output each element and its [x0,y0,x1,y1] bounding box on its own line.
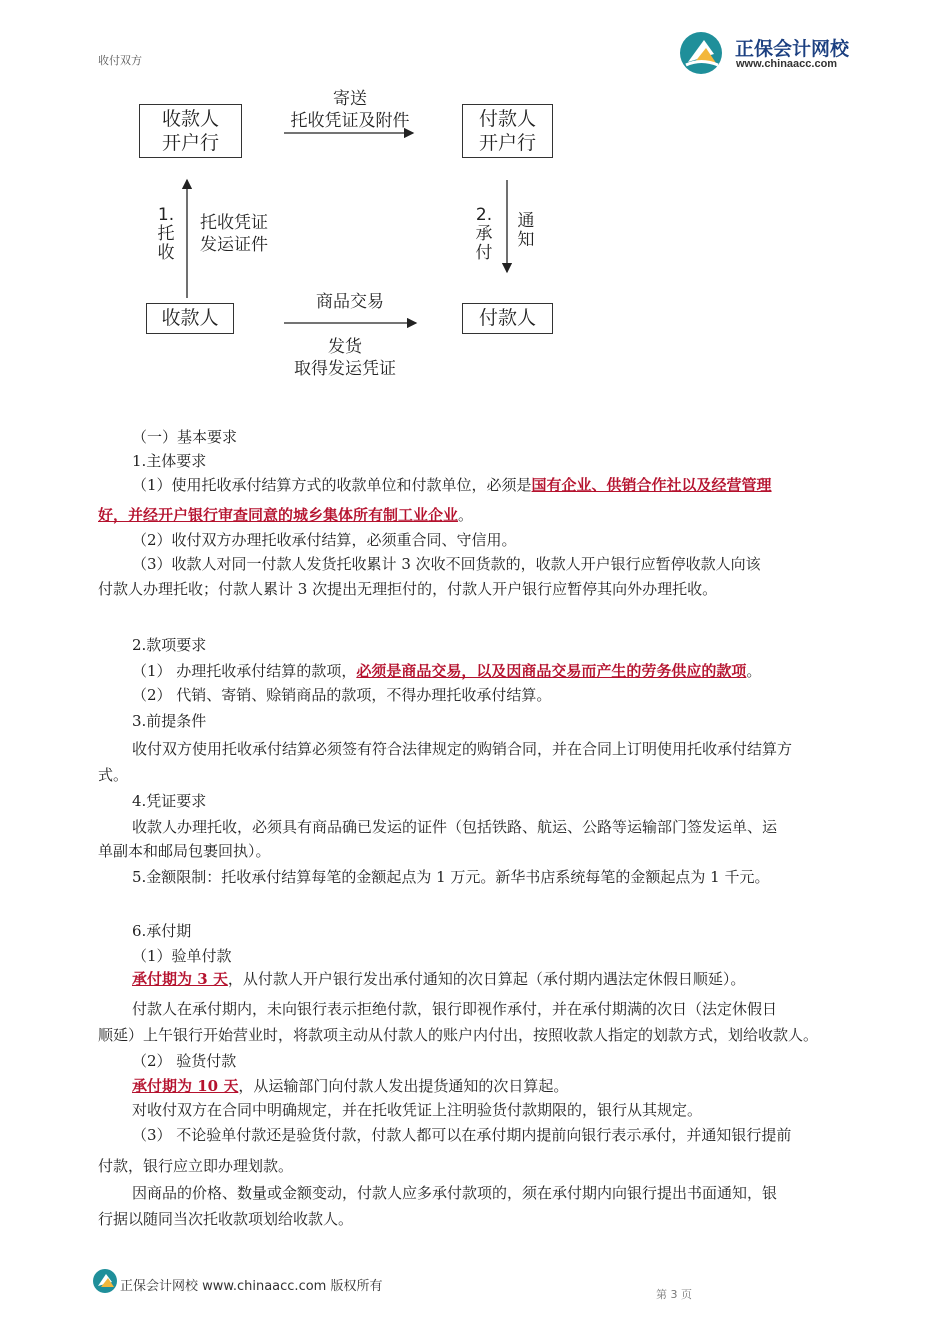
subject-item2: （2）收付双方办理托收承付结算，必须重合同、守信用。 [132,531,517,549]
goods-payment: （2） 验货付款 [132,1052,237,1070]
diagram-arrows [0,0,950,400]
funds-item1-highlight: 必须是商品交易，以及因商品交易而产生的劳务供应的款项 [356,662,747,680]
precondition-line2: 式。 [98,766,129,784]
payer-bank-line1: 付款人 [478,108,536,130]
heading-subject: 1.主体要求 [132,452,207,470]
funds-item1 [132,660,761,681]
logo-name: 正保会计网校 [735,38,850,60]
subject-line2 [98,504,473,525]
payer-bank-line2: 开户行 [478,132,536,154]
subject-line1-text: （1）使用托收承付结算方式的收款单位和付款单位，必须是 [132,476,532,494]
voucher-line2: 单副本和邮局包裹回执）。 [98,842,271,860]
early-payment-line2: 付款，银行应立即办理划款。 [98,1157,294,1175]
right-arrow-step: 2.承付 [475,205,493,263]
right-arrow-label: 通知 [517,211,535,250]
heading-payment-period: 6.承付期 [132,922,192,940]
document-payment-line1 [132,968,746,988]
heading-precondition: 3.前提条件 [132,712,207,730]
goods-payment-text: ，从运输部门向付款人发出提货通知的次日算起。 [238,1077,569,1095]
top-arrow-label-line1: 寄送 [333,89,367,109]
payee-bank-line1: 收款人 [161,108,219,130]
heading-funds: 2.款项要求 [132,636,207,654]
funds-item2: （2） 代销、寄销、赊销商品的款项，不得办理托收承付结算。 [132,686,552,704]
heading-voucher: 4.凭证要求 [132,792,207,810]
document-payment: （1）验单付款 [132,947,232,965]
voucher-line1: 收款人办理托收，必须具有商品确已发运的证件（包括铁路、航运、公路等运输部门签发运单、运 [132,818,778,836]
subject-line1 [132,474,772,494]
document-payment-text: ，从付款人开户银行发出承付通知的次日算起（承付期内遇法定休假日顺延）。 [227,970,746,988]
funds-item1-text: （1） 办理托收承付结算的款项， [132,662,357,680]
payer-label: 付款人 [478,307,536,329]
bottom-arrow-bottom-line2: 取得发运凭证 [294,359,396,379]
section-basic: （一）基本要求 [132,428,238,446]
bottom-arrow-bottom-label [270,336,420,380]
left-arrow-label-line1: 托收凭证 [200,213,268,233]
payee-label: 收款人 [161,307,219,329]
bottom-arrow-top-label: 商品交易 [316,292,384,312]
top-arrow-label [280,88,420,132]
document-payment-highlight: 承付期为 3 天 [132,970,228,988]
subject-item3-line2: 付款人办理托收；付款人累计 3 次提出无理拒付的，付款人开户银行应暂停其向外办理托收。 [98,580,718,598]
logo-url: www.chinaacc.com [736,58,838,70]
price-change-line1: 因商品的价格、数量或金额变动，付款人应多承付款项的，须在承付期内向银行提出书面通知，银 [132,1184,778,1202]
subject-item3-line1: （3）收款人对同一付款人发货托收累计 3 次收不回货款的，收款人开户银行应暂停收款人向该 [132,555,761,573]
document-payment-line2: 付款人在承付期内，未向银行表示拒绝付款，银行即视作承付，并在承付期满的次日（法定休假日 [132,1000,778,1018]
footer-copyright: 正保会计网校 www.chinaacc.com 版权所有 [120,1279,383,1294]
left-arrow-label [200,212,284,256]
header-left-text: 收付双方 [98,54,142,67]
price-change-line2: 行据以随同当次托收款项划给收款人。 [98,1210,354,1228]
footer-logo-icon [92,1268,118,1294]
subject-line2-text: 。 [458,506,474,524]
heading-amount-limit: 5.金额限制：托收承付结算每笔的金额起点为 1 万元。新华书店系统每笔的金额起点为 1 千元。 [132,868,770,886]
goods-payment-line2: 对收付双方在合同中明确规定，并在托收凭证上注明验货付款期限的，银行从其规定。 [132,1101,703,1119]
early-payment-line1: （3） 不论验单付款还是验货付款，付款人都可以在承付期内提前向银行表示承付，并通知银行提前 [132,1126,792,1144]
left-arrow-step: 1.托收 [157,205,175,263]
funds-item1-end: 。 [746,662,762,680]
top-arrow-label-line2: 托收凭证及附件 [290,111,410,131]
document-payment-line3: 顺延）上午银行开始营业时，将款项主动从付款人的账户内付出，按照收款人指定的划款方式，划给收款人。 [98,1026,819,1044]
precondition-line1: 收付双方使用托收承付结算必须签有符合法律规定的购销合同，并在合同上订明使用托收承付结算方 [132,740,793,758]
subject-line2-highlight: 好，并经开户银行审查同意的城乡集体所有制工业企业 [98,506,459,524]
goods-payment-line1 [132,1075,568,1096]
left-arrow-label-line2: 发运证件 [200,235,268,255]
goods-payment-highlight: 承付期为 10 天 [132,1077,239,1095]
page-number: 第 3 页 [656,1288,692,1301]
payee-bank-line2: 开户行 [161,132,219,154]
bottom-arrow-bottom-line1: 发货 [328,337,362,357]
subject-line1-highlight: 国有企业、供销合作社以及经营管理 [531,476,772,494]
